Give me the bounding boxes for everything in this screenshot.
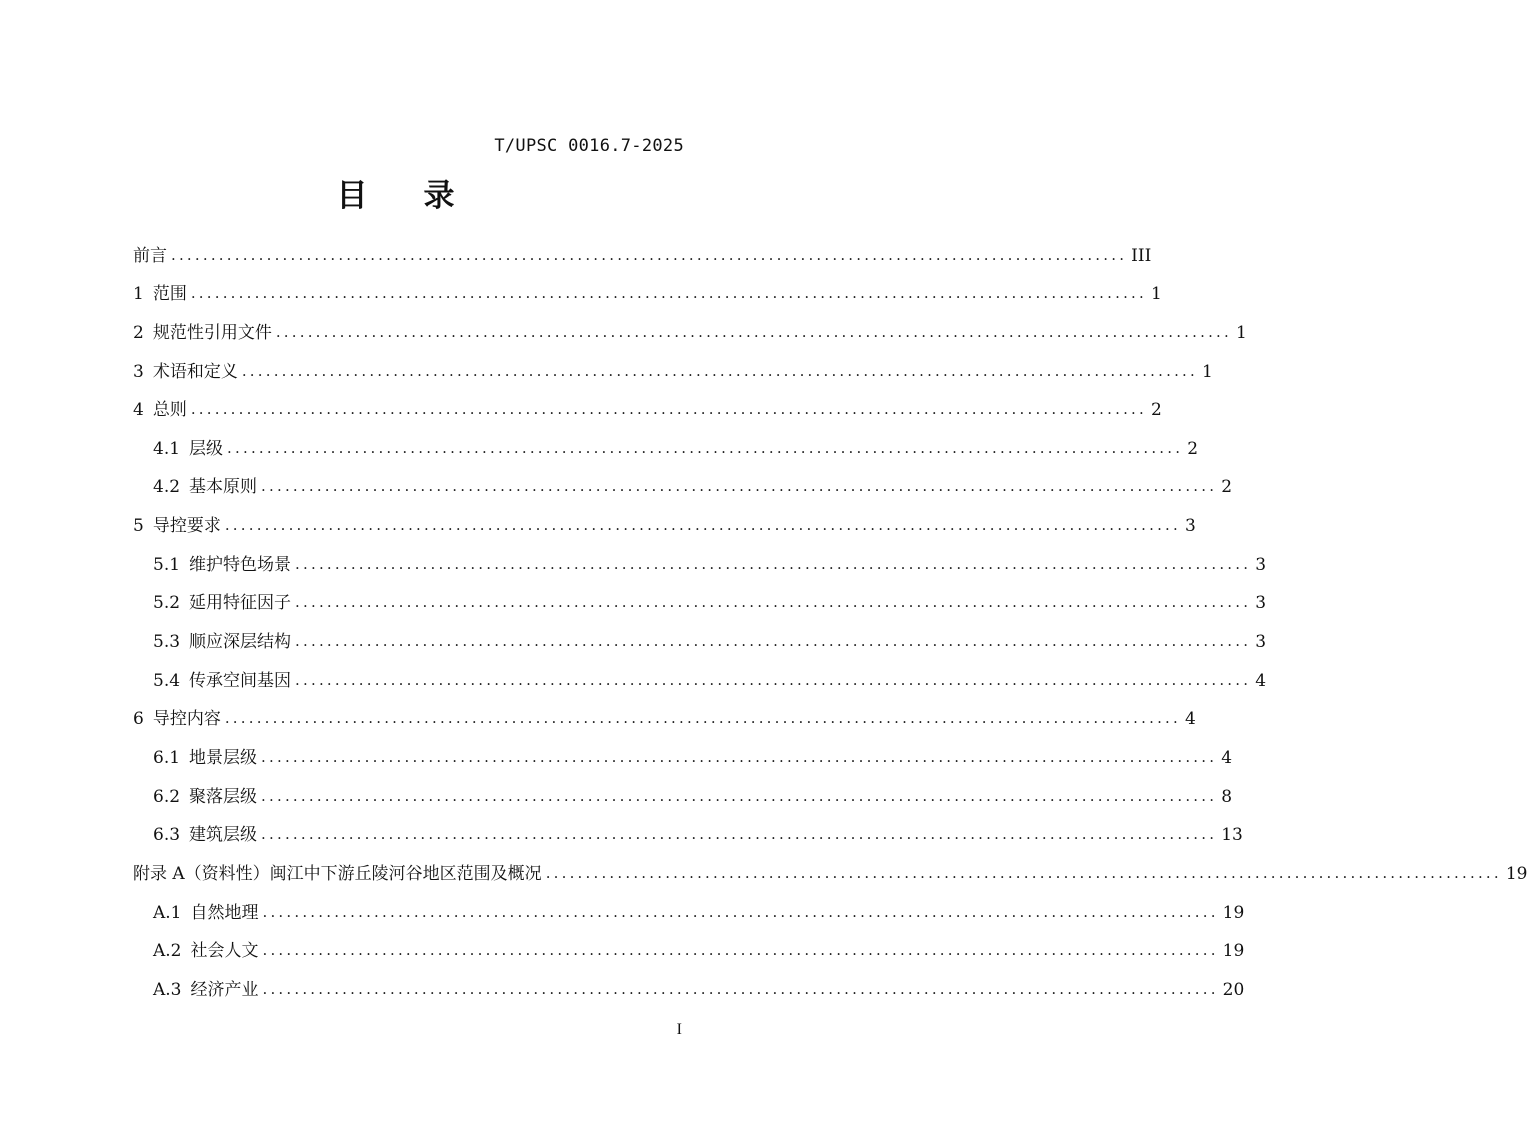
toc-entry-label: 顺应深层结构 <box>189 632 292 653</box>
toc-entry-label: 附录 A（资料性）闽江中下游丘陵河谷地区范围及概况 <box>133 863 542 884</box>
toc-entry[interactable] <box>133 807 1243 846</box>
toc-dot-leader: ........................................................................................................................ <box>190 284 1147 303</box>
toc-entry-page: 3 <box>1255 593 1267 614</box>
toc-entry-page: III <box>1131 245 1152 266</box>
toc-entry[interactable] <box>133 420 1199 459</box>
toc-entry[interactable] <box>133 961 1245 1000</box>
toc-entry-page: 19 <box>1505 863 1528 884</box>
page-number: I <box>676 1021 682 1038</box>
toc-entry-label: 延用特征因子 <box>189 593 292 614</box>
toc-entry-label: 传承空间基因 <box>189 670 292 691</box>
toc-entry-label: 前言 <box>133 245 167 266</box>
toc-entry-number: 4 <box>133 400 144 421</box>
title-char-1: 目 <box>336 178 368 214</box>
toc-entry-page: 20 <box>1222 979 1245 1000</box>
toc-entry-label: 规范性引用文件 <box>152 322 272 343</box>
toc-dot-leader: ........................................................................................................................ <box>261 477 1218 496</box>
toc-entry[interactable] <box>133 768 1233 807</box>
toc-entry-number: 6 <box>133 709 144 730</box>
toc-entry-page: 19 <box>1222 941 1245 962</box>
toc-entry-number: A.3 <box>153 979 182 1000</box>
toc-entry-page: 19 <box>1222 902 1245 923</box>
toc-entry[interactable] <box>133 536 1267 575</box>
toc-entry-label: 聚落层级 <box>189 786 258 807</box>
toc-entry-label: 术语和定义 <box>152 361 238 382</box>
toc-dot-leader: ........................................................................................................................ <box>190 400 1147 419</box>
toc-entry-page: 3 <box>1185 516 1196 537</box>
toc-dot-leader: ........................................................................................................................ <box>171 245 1128 264</box>
toc-entry[interactable] <box>133 652 1267 691</box>
toc-entry-page: 2 <box>1151 400 1162 421</box>
toc-dot-leader: ........................................................................................................................ <box>227 438 1184 457</box>
toc-entry-page: 4 <box>1185 709 1196 730</box>
toc-entry-number: 6.3 <box>153 825 181 846</box>
toc-entry-label: 建筑层级 <box>189 825 258 846</box>
toc-entry-number: 5.1 <box>153 554 181 575</box>
toc-entry-page: 13 <box>1221 825 1243 846</box>
toc-entry-number: A.1 <box>153 902 182 923</box>
toc-dot-leader: ........................................................................................................................ <box>262 902 1219 921</box>
toc-entry-label: 导控要求 <box>152 516 221 537</box>
toc-entry-label: 导控内容 <box>152 709 221 730</box>
toc-entry-label: 层级 <box>189 438 224 459</box>
toc-dot-leader: ........................................................................................................................ <box>224 709 1181 728</box>
toc-entry[interactable] <box>133 691 1196 730</box>
toc-entry-page: 3 <box>1255 632 1267 653</box>
toc-entry[interactable] <box>133 382 1162 421</box>
toc-entry-page: 4 <box>1255 670 1267 691</box>
toc-dot-leader: ........................................................................................................................ <box>262 979 1219 998</box>
toc-entry[interactable] <box>133 575 1267 614</box>
toc-entry-label: 社会人文 <box>190 941 259 962</box>
toc-dot-leader: ........................................................................................................................ <box>295 670 1252 689</box>
toc-dot-leader: ........................................................................................................................ <box>261 747 1218 766</box>
toc-entry-page: 1 <box>1151 284 1162 305</box>
toc-entry[interactable] <box>133 729 1233 768</box>
toc-entry-page: 3 <box>1255 554 1267 575</box>
toc-entry-number: 5 <box>133 516 144 537</box>
toc-entry[interactable] <box>133 343 1213 382</box>
toc-entry-number: 6.2 <box>153 786 181 807</box>
toc-entry[interactable] <box>133 266 1162 305</box>
page-title <box>0 170 791 215</box>
toc-entry-number: 6.1 <box>153 747 181 768</box>
toc-dot-leader: ........................................................................................................................ <box>262 941 1219 960</box>
toc-entry-page: 8 <box>1221 786 1233 807</box>
toc-dot-leader: ........................................................................................................................ <box>545 863 1502 882</box>
toc-entry-number: 5.4 <box>153 670 181 691</box>
toc-entry[interactable] <box>133 304 1247 343</box>
toc-entry-page: 2 <box>1187 438 1199 459</box>
title-char-2: 录 <box>423 178 455 214</box>
toc-entry-page: 2 <box>1221 477 1233 498</box>
toc-entry-number: 4.1 <box>153 438 181 459</box>
toc-entry-label: 总则 <box>152 400 187 421</box>
toc-entry[interactable] <box>133 613 1267 653</box>
toc-entry-label: 自然地理 <box>190 902 259 923</box>
toc-entry-number: 2 <box>133 322 144 343</box>
toc-entry-number: 5.2 <box>153 593 181 614</box>
toc-entry-number: 4.2 <box>153 477 181 498</box>
toc-dot-leader: ........................................................................................................................ <box>261 786 1218 805</box>
toc-entry-label: 经济产业 <box>190 979 259 1000</box>
toc-entry-number: 5.3 <box>153 632 181 653</box>
toc-dot-leader: ........................................................................................................................ <box>275 322 1232 341</box>
toc-entry-label: 地景层级 <box>189 747 258 768</box>
toc-entry-page: 1 <box>1236 322 1247 343</box>
toc-dot-leader: ........................................................................................................................ <box>295 593 1252 612</box>
toc-entry-label: 基本原则 <box>189 477 258 498</box>
toc-entry-page: 1 <box>1202 361 1213 382</box>
toc-dot-leader: ........................................................................................................................ <box>241 361 1198 380</box>
document-code: T/UPSC 0016.7-2025 <box>494 136 684 156</box>
toc-entry[interactable] <box>133 497 1196 537</box>
toc-entry-label: 维护特色场景 <box>189 554 292 575</box>
toc-entry-page: 4 <box>1221 747 1233 768</box>
toc-entry[interactable] <box>133 227 1152 266</box>
toc-entry[interactable] <box>133 459 1233 498</box>
toc-dot-leader: ........................................................................................................................ <box>261 825 1218 844</box>
toc-entry[interactable] <box>133 884 1245 923</box>
toc-entry-number: 1 <box>133 284 144 305</box>
toc-dot-leader: ........................................................................................................................ <box>224 516 1181 535</box>
toc-entry-number: A.2 <box>153 941 182 962</box>
toc-entry-number: 3 <box>133 361 144 382</box>
toc-entry-label: 范围 <box>152 284 187 305</box>
toc-dot-leader: ........................................................................................................................ <box>295 632 1252 651</box>
toc-dot-leader: ........................................................................................................................ <box>295 554 1252 573</box>
toc-entry[interactable] <box>133 923 1245 962</box>
toc-entry[interactable] <box>133 845 1528 884</box>
table-of-contents <box>133 227 1528 1000</box>
